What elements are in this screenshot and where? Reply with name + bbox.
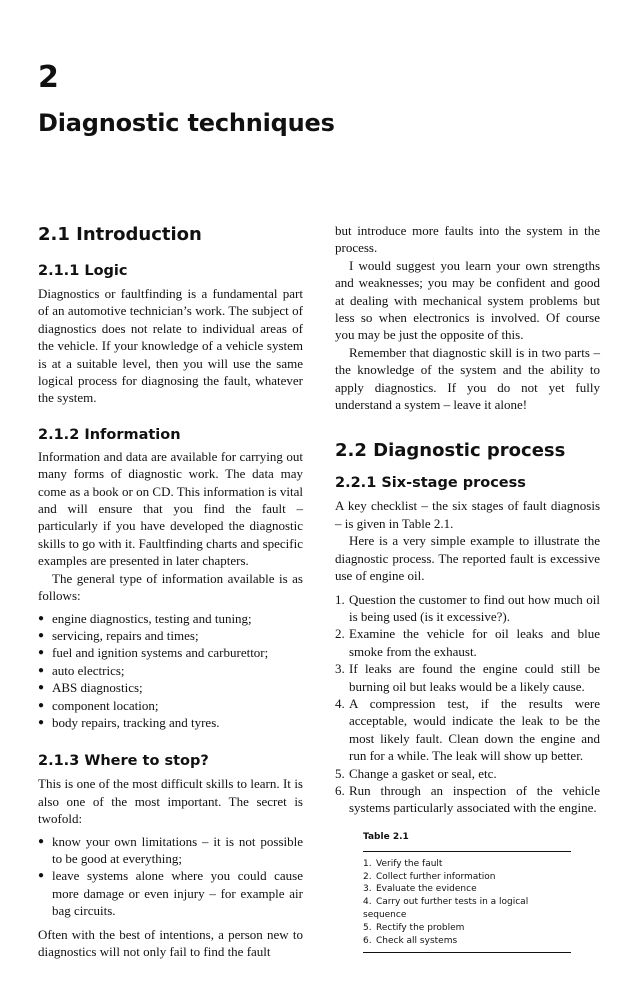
step-number: 4.: [335, 695, 345, 711]
subsection-heading-six-stage: 2.2.1 Six-stage process: [335, 475, 526, 492]
table-bottom-rule: [363, 952, 571, 953]
table-row-text: Verify the fault: [376, 858, 443, 869]
table-row-number: 3.: [363, 884, 372, 895]
section-heading-introduction: 2.1 Introduction: [38, 224, 202, 245]
step-number: 5.: [335, 765, 345, 781]
table-rows: [363, 852, 571, 953]
list-item: [335, 660, 600, 695]
information-paragraph-2: The general type of information available is as follows:: [38, 570, 303, 604]
six-stage-paragraph: A key checklist – the six stages of fault diagnosis – is given in Table 2.1.: [335, 498, 600, 531]
step-number: 6.: [335, 782, 345, 798]
list-item: ● know your own limitations – it is not possible to be good at everything;: [38, 833, 303, 868]
chapter-number: 2: [38, 60, 59, 95]
list-item: ● body repairs, tracking and tyres.: [38, 714, 303, 731]
diagnostic-steps-list: [335, 591, 600, 817]
information-paragraph: Information and data are available for carrying out many forms of diagnostic work. The data may come as a book or on CD. This information is vital and will ensure that you find the fault – particularly if you have developed the diagnostic skills to go with it. Faultfinding charts and specific examples are presented in later chapters.: [38, 448, 303, 569]
table-row-text: Rectify the problem: [376, 922, 465, 933]
list-item: [335, 782, 600, 817]
table-row-text: Carry out further tests in a logical sequence: [363, 897, 529, 920]
step-text: Examine the vehicle for oil leaks and blue smoke from the exhaust.: [349, 626, 600, 659]
table-2-1: [363, 831, 571, 954]
left-column: [38, 222, 303, 960]
list-item: ● auto electrics;: [38, 662, 303, 679]
where-to-stop-paragraph-2: Often with the best of intentions, a person new to diagnostics will not only fail to find the fault: [38, 926, 303, 959]
step-number: 1.: [335, 591, 345, 607]
step-text: A compression test, if the results were acceptable, would indicate the leak to be the most likely fault. Clean down the engine and run for a while. The leak will show up better.: [349, 695, 600, 764]
list-item: ● servicing, repairs and times;: [38, 627, 303, 644]
step-text: Change a gasket or seal, etc.: [349, 765, 497, 781]
subsection-heading-logic: 2.1.1 Logic: [38, 263, 128, 279]
list-item: [335, 591, 600, 626]
list-item: [335, 765, 600, 782]
chapter-title: Diagnostic techniques: [38, 109, 335, 137]
step-number: 3.: [335, 661, 345, 677]
table-row-number: 5.: [363, 922, 372, 933]
table-row-text: Evaluate the evidence: [376, 884, 477, 895]
list-item: ● component location;: [38, 697, 303, 714]
step-number: 2.: [335, 626, 345, 642]
step-text: Run through an inspection of the vehicle systems particularly associated with the engine.: [349, 782, 600, 816]
strengths-paragraph: I would suggest you learn your own strengths and weaknesses; you may be confident and good at dealing with mechanical system problems but less so when electronics is involved. Of course you may be just the opposite of this.: [335, 257, 600, 343]
list-item: [335, 625, 600, 660]
table-row: [363, 896, 571, 922]
list-item: ● ABS diagnostics;: [38, 679, 303, 696]
where-to-stop-paragraph: This is one of the most difficult skills to learn. It is also one of the most important. The secret is twofold:: [38, 776, 303, 827]
list-item: ● leave systems alone where you could cause more damage or even injury – for example air bag circuits.: [38, 867, 303, 919]
remember-paragraph: Remember that diagnostic skill is in two parts – the knowledge of the system and the ability to apply diagnostics. If you do not yet fully understand a system – leave it alone!: [335, 344, 600, 413]
step-text: If leaks are found the engine could still be burning oil but leaks would be a likely cause.: [349, 661, 600, 694]
table-title: Table 2.1: [363, 831, 409, 842]
subsection-heading-information: 2.1.2 Information: [38, 426, 181, 443]
example-paragraph: Here is a very simple example to illustrate the diagnostic process. The reported fault is excessive use of engine oil.: [335, 533, 600, 584]
table-row-text: Collect further information: [376, 871, 496, 882]
continued-paragraph: but introduce more faults into the system in the process.: [335, 223, 600, 256]
table-row: [363, 883, 571, 896]
list-item: ● engine diagnostics, testing and tuning;: [38, 610, 303, 627]
table-row: [363, 935, 571, 948]
list-item: [335, 695, 600, 765]
table-row-number: 2.: [363, 871, 372, 882]
table-row-number: 6.: [363, 935, 372, 946]
table-row-text: Check all systems: [376, 935, 458, 946]
table-row: [363, 858, 571, 871]
table-row: [363, 922, 571, 935]
table-row: [363, 871, 571, 884]
information-bullet-list: [38, 610, 303, 732]
subsection-heading-where-to-stop: 2.1.3 Where to stop?: [38, 753, 209, 770]
table-row-number: 1.: [363, 858, 372, 869]
logic-paragraph: Diagnostics or faultfinding is a fundamental part of an automotive technician’s work. The subject of diagnostics does not relate to individual areas of the vehicle. If your knowledge of a vehicle system is at a suitable level, then you will use the same logical process for diagnosing the fault, whatever the system.: [38, 286, 303, 406]
section-heading-diagnostic-process: 2.2 Diagnostic process: [335, 440, 566, 462]
right-column: [335, 222, 600, 953]
list-item: ● fuel and ignition systems and carburettor;: [38, 644, 303, 661]
where-to-stop-bullet-list: [38, 833, 303, 920]
step-text: Question the customer to find out how much oil is being used (is it excessive?).: [349, 591, 600, 624]
table-row-number: 4.: [363, 897, 372, 908]
